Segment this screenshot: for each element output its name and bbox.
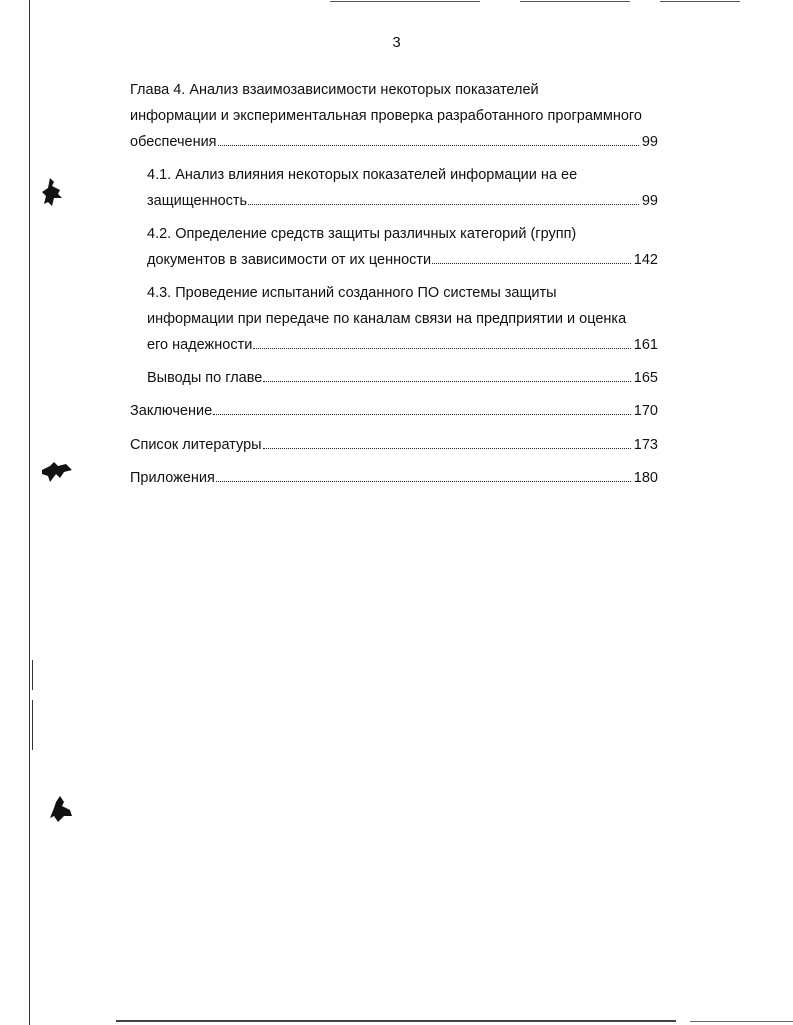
toc-appendices-page: 180 xyxy=(633,470,658,486)
leader-dots xyxy=(263,368,630,382)
scan-bottom-edge xyxy=(690,1021,793,1022)
toc-conclusion-title: Заключение xyxy=(130,403,213,419)
toc-references-entry xyxy=(130,435,658,455)
scan-bottom-edge xyxy=(116,1020,676,1022)
leader-dots xyxy=(213,401,631,415)
toc-section-4-2-page: 142 xyxy=(633,252,658,268)
toc-conclusions-entry xyxy=(147,368,658,388)
toc-appendices-entry xyxy=(130,468,658,488)
toc-section-4-3-title-end: его надежности xyxy=(147,337,253,353)
toc-section-4-1-entry xyxy=(147,191,658,211)
leader-dots xyxy=(216,468,631,482)
toc-section-4-2-entry xyxy=(147,250,658,270)
toc-conclusions-page: 165 xyxy=(633,370,658,386)
toc-section-4-2-title-end: документов в зависимости от их ценности xyxy=(147,252,432,268)
toc-section-4-3-title: 4.3. Проведение испытаний созданного ПО системы защиты xyxy=(147,285,557,301)
leader-dots xyxy=(218,132,639,146)
page-number: 3 xyxy=(392,34,401,51)
leader-dots xyxy=(263,435,631,449)
toc-section-4-1-title-end: защищенность xyxy=(147,193,248,209)
leader-dots xyxy=(432,250,631,264)
toc-chapter-4-page: 99 xyxy=(641,134,658,150)
toc-section-4-3-page: 161 xyxy=(633,337,658,353)
toc-section-4-3-title-cont: информации при передаче по каналам связи на предприятии и оценка xyxy=(147,311,627,327)
toc-section-4-1-title: 4.1. Анализ влияния некоторых показателей информации на ее xyxy=(147,167,578,183)
toc-section-4-2-title: 4.2. Определение средств защиты различных категорий (групп) xyxy=(147,226,577,242)
toc-conclusion-entry xyxy=(130,401,658,421)
toc-references-page: 173 xyxy=(633,437,658,453)
leader-dots xyxy=(248,191,639,205)
toc-conclusions-title: Выводы по главе xyxy=(147,370,263,386)
leader-dots xyxy=(253,335,630,349)
toc-section-4-3-entry xyxy=(147,335,658,355)
toc-conclusion-page: 170 xyxy=(633,403,658,419)
toc-chapter-4-title-cont: информации и экспериментальная проверка разработанного программного xyxy=(130,108,642,124)
toc-chapter-4-title-end: обеспечения xyxy=(130,134,217,150)
toc-chapter-4-title: Глава 4. Анализ взаимозависимости некоторых показателей xyxy=(130,82,539,98)
toc-references-title: Список литературы xyxy=(130,437,262,453)
toc-appendices-title: Приложения xyxy=(130,470,215,486)
toc-section-4-1-page: 99 xyxy=(641,193,658,209)
toc-chapter-4-entry xyxy=(130,132,658,152)
